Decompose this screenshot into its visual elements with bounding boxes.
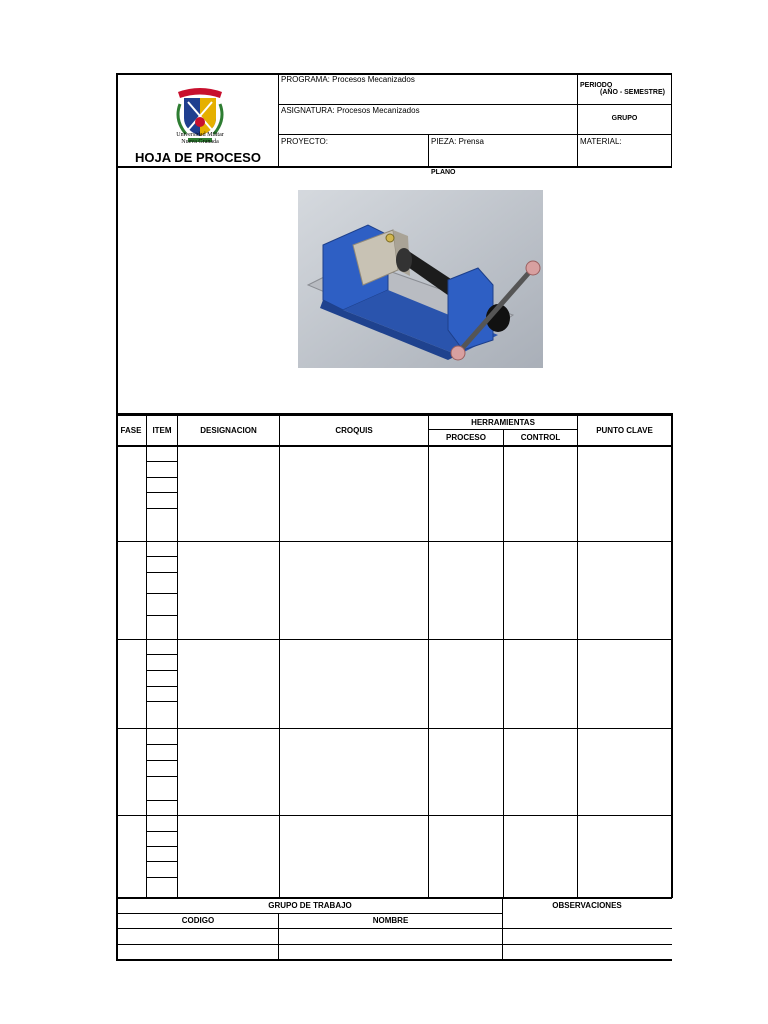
periodo-sub-label: (AÑO - SEMESTRE) — [600, 89, 665, 96]
col-punto-clave: PUNTO CLAVE — [596, 426, 653, 435]
col-croquis: CROQUIS — [335, 426, 373, 435]
phase-row-divider — [116, 728, 672, 729]
item-row-line — [146, 831, 177, 832]
footer-bottom-border — [116, 959, 672, 961]
grupo-trabajo-label: GRUPO DE TRABAJO — [268, 901, 352, 910]
phase-row-divider — [116, 815, 672, 816]
col-proceso: PROCESO — [445, 433, 486, 442]
codigo-label: CODIGO — [181, 916, 215, 925]
item-row-line — [146, 846, 177, 847]
pieza-field: PIEZA: Prensa — [431, 137, 484, 146]
table-bottom-border — [116, 897, 672, 899]
footer-divider — [116, 928, 672, 929]
item-row-line — [146, 877, 177, 878]
col-herramientas: HERRAMIENTAS — [471, 418, 535, 427]
col-divider — [146, 414, 147, 898]
table-top-border — [116, 413, 672, 416]
item-row-line — [146, 615, 177, 616]
institution-line-2: Nueva Granada — [181, 139, 219, 145]
periodo-label: PERIODO — [580, 82, 613, 89]
table-header-bottom — [116, 445, 672, 447]
programa-field: PROGRAMA: Procesos Mecanizados — [281, 75, 415, 84]
item-row-line — [146, 477, 177, 478]
vise-render-image — [298, 190, 543, 368]
header-divider — [278, 134, 672, 135]
item-row-line — [146, 760, 177, 761]
observaciones-label: OBSERVACIONES — [552, 901, 622, 910]
grupo-label: GRUPO — [611, 115, 638, 122]
header-divider — [278, 104, 672, 105]
item-row-line — [146, 461, 177, 462]
frame-left-border — [116, 73, 118, 961]
table-right-border — [671, 413, 673, 898]
phase-row-divider — [116, 541, 672, 542]
item-row-line — [146, 556, 177, 557]
institution-line-1: Universidad Militar — [176, 132, 224, 138]
institution-name — [130, 132, 270, 146]
nombre-label: NOMBRE — [372, 916, 409, 925]
item-row-line — [146, 861, 177, 862]
col-control: CONTROL — [520, 433, 561, 442]
item-row-line — [146, 686, 177, 687]
page-title: HOJA DE PROCESO — [135, 150, 261, 165]
item-row-line — [146, 654, 177, 655]
footer-divider — [116, 913, 502, 914]
col-item: ITEM — [152, 426, 172, 435]
header-divider — [428, 134, 429, 167]
plano-label: PLANO — [431, 169, 456, 176]
material-field: MATERIAL: — [580, 137, 622, 146]
item-row-line — [146, 744, 177, 745]
col-divider — [428, 414, 429, 898]
item-row-line — [146, 492, 177, 493]
header-divider — [116, 166, 672, 168]
item-row-line — [146, 800, 177, 801]
item-row-line — [146, 776, 177, 777]
header-divider — [278, 73, 279, 167]
item-row-line — [146, 670, 177, 671]
col-divider — [503, 429, 504, 898]
item-row-line — [146, 508, 177, 509]
footer-divider — [116, 944, 672, 945]
item-row-line — [146, 701, 177, 702]
col-divider — [177, 414, 178, 898]
proyecto-field: PROYECTO: — [281, 137, 328, 146]
col-designacion: DESIGNACION — [200, 426, 257, 435]
col-divider — [279, 414, 280, 898]
col-fase: FASE — [120, 426, 142, 435]
header-divider — [671, 73, 672, 167]
phase-row-divider — [116, 639, 672, 640]
col-divider — [577, 414, 578, 898]
item-row-line — [146, 593, 177, 594]
asignatura-field: ASIGNATURA: Procesos Mecanizados — [281, 106, 420, 115]
item-row-line — [146, 572, 177, 573]
